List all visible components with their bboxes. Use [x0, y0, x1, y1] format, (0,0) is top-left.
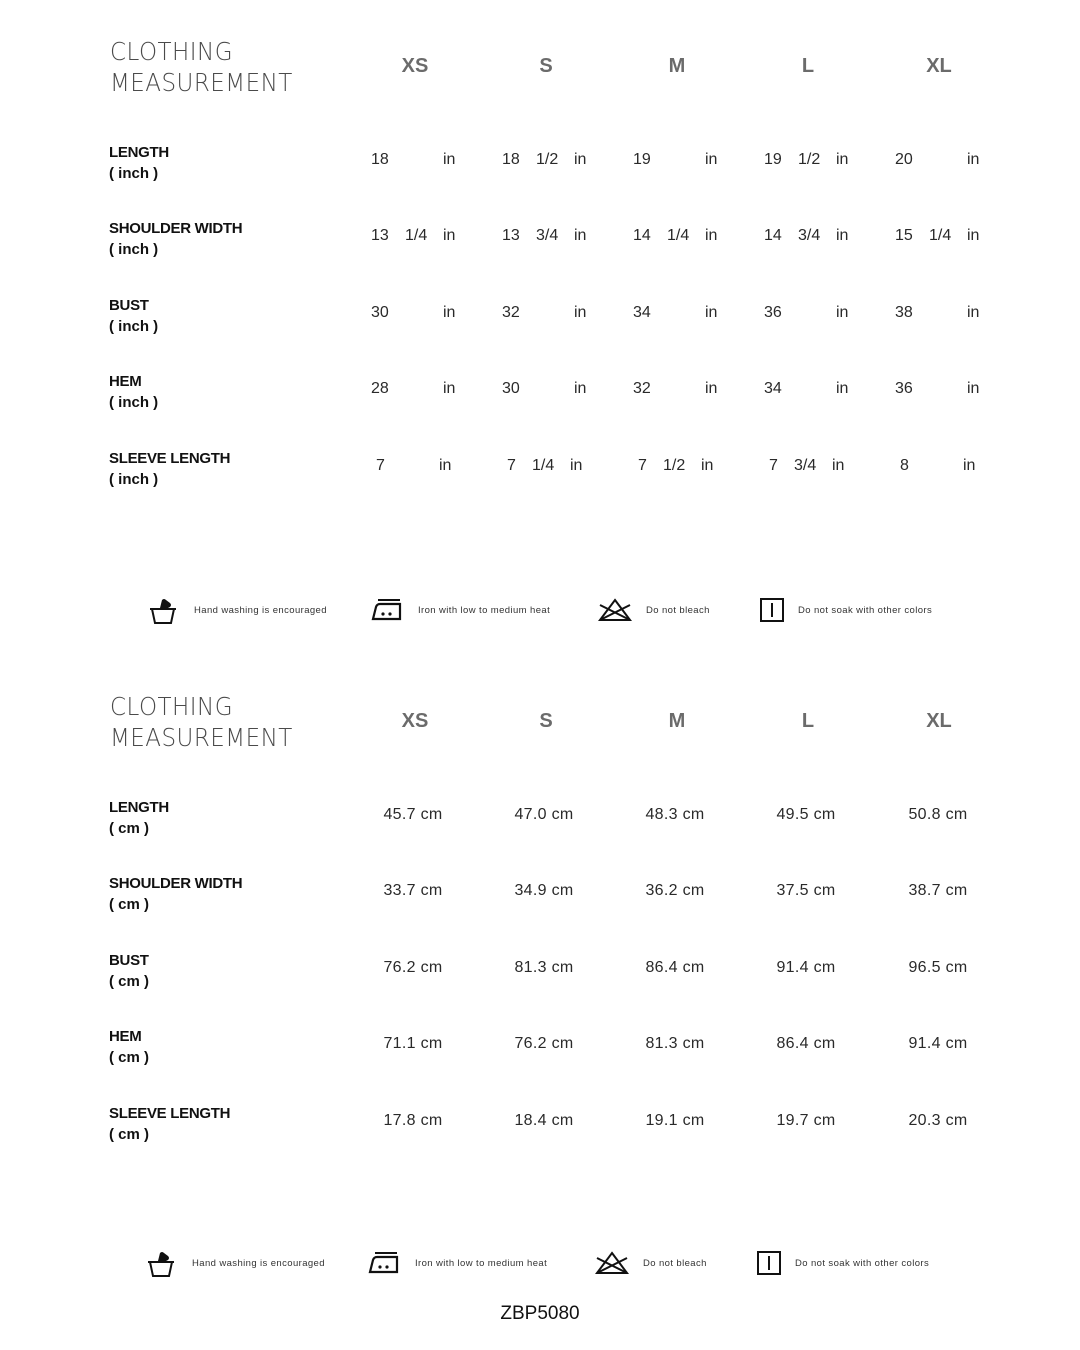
measurement-name: SHOULDER WIDTH	[109, 220, 243, 237]
unit: in	[443, 227, 456, 244]
unit-label: ( inch )	[109, 241, 159, 258]
unit: in	[574, 380, 587, 397]
whole-number: 30	[371, 304, 389, 321]
unit: in	[443, 151, 456, 168]
size-header-l: L	[801, 710, 815, 732]
whole-number: 8	[900, 457, 909, 474]
fraction: 3/4	[536, 227, 559, 244]
cm-value-cell: 71.1 cm	[383, 1035, 443, 1052]
fraction: 1/2	[798, 151, 821, 168]
unit: in	[443, 380, 456, 397]
unit-label: ( cm )	[109, 896, 150, 913]
unit-label: ( inch )	[109, 394, 159, 411]
cm-value-cell: 33.7 cm	[383, 882, 443, 899]
size-header-s: S	[539, 710, 553, 732]
cm-value-cell: 18.4 cm	[514, 1112, 574, 1129]
row-label	[109, 873, 329, 915]
measurement-name: LENGTH	[109, 144, 169, 161]
fraction: 1/4	[667, 227, 690, 244]
cm-value-cell: 91.4 cm	[776, 959, 836, 976]
cm-value-cell: 91.4 cm	[908, 1035, 968, 1052]
size-header-xl: XL	[926, 55, 952, 77]
care-instruction-text: Do not bleach	[646, 605, 710, 616]
fraction: 1/4	[929, 227, 952, 244]
row-label	[109, 295, 329, 337]
fraction: 1/4	[532, 457, 555, 474]
care-instructions	[0, 597, 1080, 637]
size-header-s: S	[539, 55, 553, 77]
unit: in	[570, 457, 583, 474]
unit: in	[443, 304, 456, 321]
cm-value-cell: 81.3 cm	[645, 1035, 705, 1052]
whole-number: 32	[633, 380, 651, 397]
cm-value-cell: 86.4 cm	[645, 959, 705, 976]
measurement-name: HEM	[109, 1028, 142, 1045]
row-label	[109, 1026, 329, 1068]
unit: in	[439, 457, 452, 474]
cm-value-cell: 76.2 cm	[514, 1035, 574, 1052]
care-instruction-text: Do not bleach	[643, 1258, 707, 1269]
unit: in	[705, 304, 718, 321]
unit: in	[967, 151, 980, 168]
unit: in	[967, 227, 980, 244]
cm-value-cell: 17.8 cm	[383, 1112, 443, 1129]
size-header-xs: XS	[401, 55, 429, 77]
cm-value-cell: 96.5 cm	[908, 959, 968, 976]
size-header-m: M	[668, 55, 686, 77]
cm-value-cell: 47.0 cm	[514, 806, 574, 823]
fraction: 1/2	[536, 151, 559, 168]
whole-number: 14	[764, 227, 782, 244]
measurement-name: SHOULDER WIDTH	[109, 875, 243, 892]
cm-value-cell: 20.3 cm	[908, 1112, 968, 1129]
cm-value-cell: 76.2 cm	[383, 959, 443, 976]
cm-value-cell: 34.9 cm	[514, 882, 574, 899]
whole-number: 36	[764, 304, 782, 321]
fraction: 1/4	[405, 227, 428, 244]
cm-value-cell: 81.3 cm	[514, 959, 574, 976]
cm-value-cell: 36.2 cm	[645, 882, 705, 899]
unit-label: ( cm )	[109, 820, 150, 837]
whole-number: 32	[502, 304, 520, 321]
measurement-name: BUST	[109, 297, 149, 314]
whole-number: 34	[764, 380, 782, 397]
cm-value-cell: 45.7 cm	[383, 806, 443, 823]
unit: in	[705, 380, 718, 397]
unit-label: ( cm )	[109, 973, 150, 990]
whole-number: 7	[638, 457, 647, 474]
section-title	[110, 691, 293, 753]
cm-value-cell: 19.7 cm	[776, 1112, 836, 1129]
title-line-1: CLOTHING	[110, 692, 233, 721]
care-instruction-text: Iron with low to medium heat	[415, 1258, 548, 1269]
unit: in	[967, 304, 980, 321]
row-label	[109, 950, 329, 992]
cm-value-cell: 37.5 cm	[776, 882, 836, 899]
inch-measurement-section	[0, 0, 1080, 650]
size-header-l: L	[801, 55, 815, 77]
unit: in	[574, 304, 587, 321]
size-header-m: M	[668, 710, 686, 732]
cm-measurement-section	[0, 655, 1080, 1215]
row-label	[109, 218, 329, 260]
unit: in	[705, 151, 718, 168]
whole-number: 18	[502, 151, 520, 168]
row-label	[109, 1103, 329, 1145]
section-title	[110, 36, 293, 98]
care-instruction-text: Hand washing is encouraged	[194, 605, 327, 616]
cm-value-cell: 19.1 cm	[645, 1112, 705, 1129]
unit: in	[705, 227, 718, 244]
whole-number: 19	[633, 151, 651, 168]
size-header-xs: XS	[401, 710, 429, 732]
unit: in	[967, 380, 980, 397]
whole-number: 7	[769, 457, 778, 474]
whole-number: 7	[376, 457, 385, 474]
care-instruction-text: Hand washing is encouraged	[192, 1258, 325, 1269]
row-label	[109, 142, 329, 184]
unit-label: ( inch )	[109, 318, 159, 335]
care-instruction-text: Do not soak with other colors	[795, 1258, 930, 1269]
row-label	[109, 448, 329, 490]
unit: in	[836, 151, 849, 168]
whole-number: 38	[895, 304, 913, 321]
care-instruction-text: Iron with low to medium heat	[418, 605, 551, 616]
unit: in	[836, 304, 849, 321]
cm-value-cell: 49.5 cm	[776, 806, 836, 823]
measurement-name: BUST	[109, 952, 149, 969]
row-label	[109, 797, 329, 839]
fraction: 3/4	[794, 457, 817, 474]
whole-number: 7	[507, 457, 516, 474]
unit: in	[574, 151, 587, 168]
unit: in	[836, 380, 849, 397]
measurement-name: LENGTH	[109, 799, 169, 816]
whole-number: 20	[895, 151, 913, 168]
cm-value-cell: 38.7 cm	[908, 882, 968, 899]
row-label	[109, 371, 329, 413]
whole-number: 13	[502, 227, 520, 244]
whole-number: 28	[371, 380, 389, 397]
title-line-1: CLOTHING	[110, 37, 233, 66]
unit-label: ( cm )	[109, 1049, 150, 1066]
unit: in	[574, 227, 587, 244]
measurement-name: HEM	[109, 373, 142, 390]
cm-value-cell: 48.3 cm	[645, 806, 705, 823]
care-instructions	[0, 1250, 1080, 1290]
whole-number: 36	[895, 380, 913, 397]
unit: in	[832, 457, 845, 474]
whole-number: 34	[633, 304, 651, 321]
whole-number: 30	[502, 380, 520, 397]
product-code: ZBP5080	[500, 1303, 580, 1324]
unit-label: ( inch )	[109, 471, 159, 488]
fraction: 3/4	[798, 227, 821, 244]
whole-number: 14	[633, 227, 651, 244]
measurement-name: SLEEVE LENGTH	[109, 1105, 231, 1122]
unit: in	[701, 457, 714, 474]
unit-label: ( cm )	[109, 1126, 150, 1143]
unit-label: ( inch )	[109, 165, 159, 182]
cm-value-cell: 50.8 cm	[908, 806, 968, 823]
whole-number: 15	[895, 227, 913, 244]
whole-number: 13	[371, 227, 389, 244]
fraction: 1/2	[663, 457, 686, 474]
unit: in	[963, 457, 976, 474]
whole-number: 19	[764, 151, 782, 168]
unit: in	[836, 227, 849, 244]
title-line-2: MEASUREMENT	[110, 723, 293, 752]
cm-value-cell: 86.4 cm	[776, 1035, 836, 1052]
title-line-2: MEASUREMENT	[110, 68, 293, 97]
care-instruction-text: Do not soak with other colors	[798, 605, 933, 616]
measurement-name: SLEEVE LENGTH	[109, 450, 231, 467]
whole-number: 18	[371, 151, 389, 168]
size-header-xl: XL	[926, 710, 952, 732]
